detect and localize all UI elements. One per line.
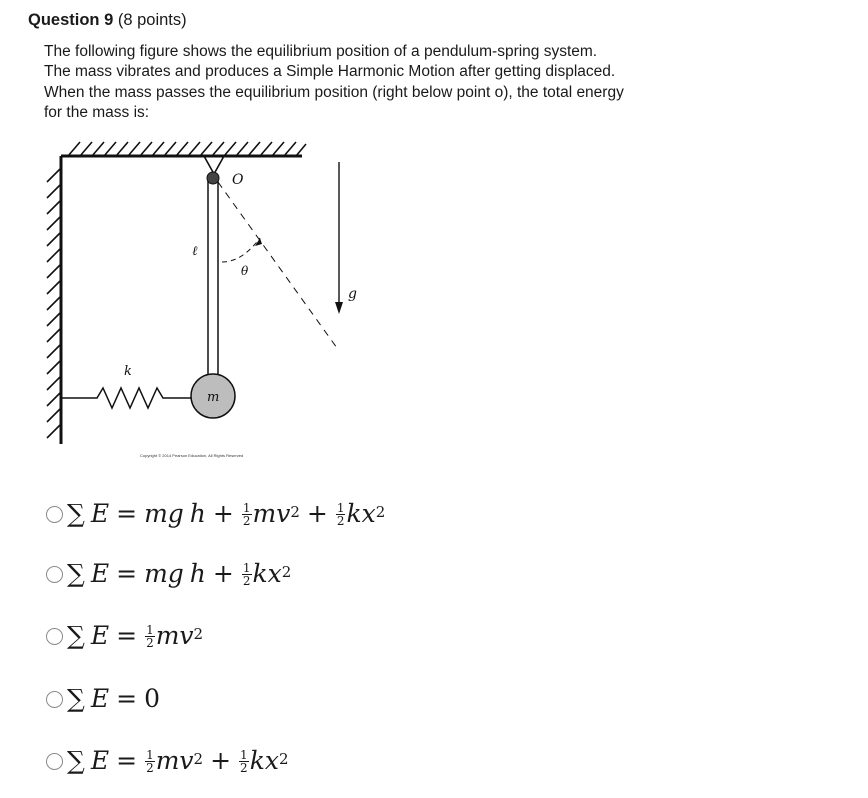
wall-support <box>47 156 61 444</box>
angle-arc <box>222 238 260 262</box>
figure-copyright: Copyright © 2014 Pearson Education, All Rights Reserved <box>140 453 244 458</box>
question-points: (8 points) <box>113 11 187 29</box>
radio-button-icon[interactable] <box>46 753 63 770</box>
answer-option-4[interactable] <box>46 682 160 716</box>
option-5-formula: ∑ E = $\frac{1}{2}$ mv $^2$ + $\frac{1}{2}$ kx $^2$ <box>67 746 289 775</box>
option-4-formula: ∑ E = 0 <box>67 684 160 713</box>
spring <box>61 388 192 408</box>
gravity-arrowhead-icon <box>335 302 343 314</box>
angle-label: θ <box>241 264 249 278</box>
question-line-1: The following figure shows the equilibrium position of a pendulum-spring system. <box>44 43 598 60</box>
option-3-formula: ∑ E = $\frac{1}{2}$ mv $^2$ <box>67 621 204 650</box>
question-line-4: for the mass is: <box>44 103 150 121</box>
pivot-bracket <box>204 156 224 174</box>
answer-option-3[interactable] <box>46 619 203 653</box>
answer-option-1[interactable] <box>46 497 385 531</box>
radio-button-icon[interactable] <box>46 566 63 583</box>
radio-button-icon[interactable] <box>46 506 63 523</box>
question-line-2: The mass vibrates and produces a Simple Harmonic Motion after getting displaced. <box>44 63 616 81</box>
option-2-formula: ∑ E = m g h + $\frac{1}{2}$ kx $^2$ <box>67 559 292 588</box>
pendulum-rod <box>208 178 218 378</box>
spring-constant-label: k <box>124 364 132 379</box>
radio-button-icon[interactable] <box>46 691 63 708</box>
question-line-3: When the mass passes the equilibrium position (right below point o), the total energy <box>44 83 624 101</box>
mass-label: m <box>207 390 220 405</box>
option-1-formula: ∑ E = m g h + $\frac{1}{2}$ mv $^2$ + $\frac{1}{2}$ kx $^2$ <box>67 499 386 528</box>
answer-option-5[interactable] <box>46 744 288 778</box>
pivot-point <box>207 172 219 184</box>
answer-option-2[interactable] <box>46 557 291 591</box>
pendulum-spring-figure <box>40 138 357 463</box>
ceiling-support <box>61 142 306 156</box>
gravity-label: g <box>348 286 357 302</box>
question-number: Question 9 <box>28 11 114 29</box>
radio-button-icon[interactable] <box>46 628 63 645</box>
question-title <box>28 9 187 31</box>
pivot-label: O <box>232 172 244 188</box>
displaced-position-line <box>218 182 337 348</box>
question-text <box>44 42 844 123</box>
length-label: ℓ <box>192 244 198 259</box>
